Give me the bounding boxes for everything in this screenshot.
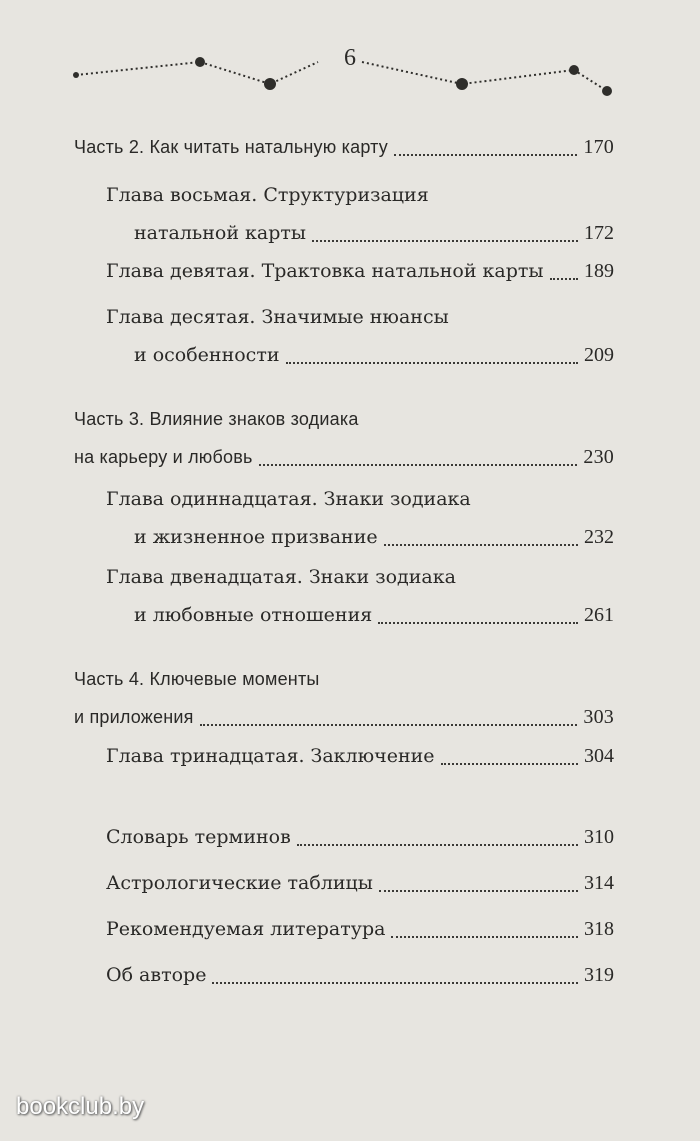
toc-part-title: Часть 2. Как читать натальную карту (74, 137, 389, 157)
toc-page-number: 261 (584, 604, 614, 626)
toc-chapter-8 (106, 176, 614, 252)
leader-dots (550, 278, 578, 280)
toc-part-2 (74, 128, 614, 166)
toc-chapter-title-line2: и жизненное призвание (134, 526, 378, 548)
leader-dots (200, 724, 578, 726)
toc-page-number: 232 (584, 526, 614, 548)
toc-chapter-title-line2: и особенности (134, 344, 280, 366)
toc-chapter-title-line1: Глава двенадцатая. Знаки зодиака (106, 566, 456, 588)
toc-chapter-title: Глава тринадцатая. Заключение (106, 745, 435, 767)
toc-chapter-title: Глава девятая. Трактовка натальной карты (106, 260, 544, 282)
toc-chapter-9 (106, 252, 614, 290)
toc-chapter-title-line2: натальной карты (134, 222, 307, 244)
toc-page-number: 303 (583, 706, 614, 728)
leader-dots (378, 622, 578, 624)
leader-dots (312, 240, 578, 242)
toc-section-title: Об авторе (106, 964, 207, 986)
toc-page-number: 209 (584, 344, 614, 366)
toc-page-number: 314 (584, 872, 614, 894)
toc-section-title: Словарь терминов (106, 826, 291, 848)
toc-part-3 (74, 400, 614, 476)
toc-chapter-title-line1: Глава восьмая. Структуризация (106, 184, 429, 206)
toc-chapter-title-line2: и любовные отношения (134, 604, 373, 626)
toc-section-title: Рекомендуемая литература (106, 918, 386, 940)
toc-section-title: Астрологические таблицы (106, 872, 373, 894)
toc-glossary (106, 818, 614, 856)
leader-dots (259, 464, 578, 466)
toc-chapter-11 (106, 480, 614, 556)
toc-part-title-line1: Часть 3. Влияние знаков зодиака (74, 409, 359, 429)
toc-recommended-literature (106, 910, 614, 948)
toc-page-number: 304 (584, 745, 614, 767)
leader-dots (286, 362, 579, 364)
toc-part-title-line2: на карьеру и любовь (74, 447, 253, 467)
toc-part-title-line1: Часть 4. Ключевые моменты (74, 669, 320, 689)
toc-chapter-12 (106, 558, 614, 634)
leader-dots (212, 982, 578, 984)
leader-dots (394, 154, 577, 156)
toc-page-number: 172 (584, 222, 614, 244)
toc-page-number: 189 (584, 260, 614, 282)
toc-part-title-line2: и приложения (74, 707, 194, 727)
watermark: bookclub.by (16, 1093, 145, 1120)
toc-page-number: 310 (584, 826, 614, 848)
toc-page-number: 170 (583, 136, 614, 158)
toc-page-number: 230 (583, 446, 614, 468)
toc-chapter-13 (106, 737, 614, 775)
page-number: 6 (344, 45, 356, 71)
leader-dots (391, 936, 578, 938)
leader-dots (384, 544, 578, 546)
toc-page-number: 318 (584, 918, 614, 940)
toc-chapter-title-line1: Глава десятая. Значимые нюансы (106, 306, 449, 328)
toc-astrology-tables (106, 864, 614, 902)
toc-page-number: 319 (584, 964, 614, 986)
toc-chapter-title-line1: Глава одиннадцатая. Знаки зодиака (106, 488, 471, 510)
toc-chapter-10 (106, 298, 614, 374)
toc-about-author (106, 956, 614, 994)
leader-dots (379, 890, 578, 892)
toc-part-4 (74, 660, 614, 736)
leader-dots (297, 844, 578, 846)
leader-dots (441, 763, 578, 765)
